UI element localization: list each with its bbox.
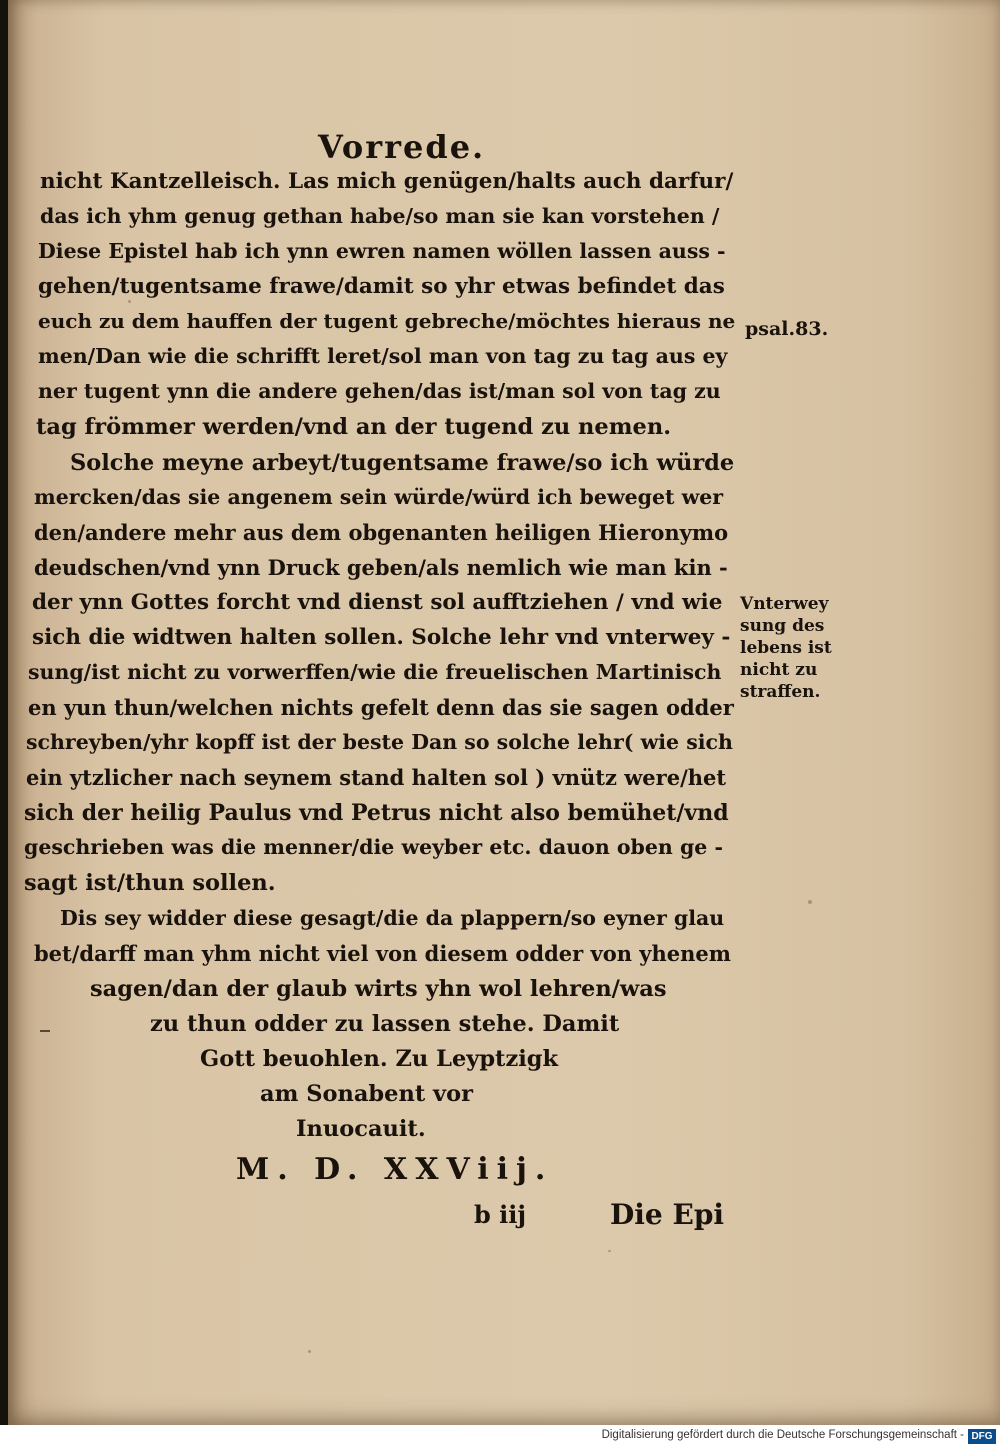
text-line: men/Dan wie die schrifft leret/sol man von tag zu tag aus ey — [38, 344, 728, 368]
text-line: am Sonabent vor — [260, 1081, 473, 1107]
margin-dash — [40, 1030, 50, 1032]
paper-speck — [128, 300, 131, 303]
text-line: sung/ist nicht zu vorwerffen/wie die freuelischen Martinisch — [28, 660, 722, 684]
text-line: Inuocauit. — [296, 1116, 426, 1142]
text-line: Dis sey widder diese gesagt/die da plappern/so eyner glau — [60, 906, 725, 930]
text-line: ner tugent ynn die andere gehen/das ist/man sol von tag zu — [38, 379, 721, 403]
text-line: Solche meyne arbeyt/tugentsame frawe/so ich würde — [70, 450, 735, 476]
text-line: mercken/das sie angenem sein würde/würd ich beweget wer — [34, 485, 724, 509]
text-line: der ynn Gottes forcht vnd dienst sol aufftziehen / vnd wie — [32, 590, 723, 615]
paper-speck — [308, 1350, 311, 1353]
text-line: Diese Epistel hab ich ynn ewren namen wöllen lassen auss - — [38, 239, 726, 263]
text-line: sagen/dan der glaub wirts yhn wol lehren/was — [90, 976, 667, 1002]
margin-note-line: lebens ist — [740, 638, 832, 658]
text-line: das ich yhm genug gethan habe/so man sie kan vorstehen / — [40, 204, 720, 228]
text-line: Gott beuohlen. Zu Leyptzigk — [200, 1046, 559, 1072]
text-line: geschrieben was die menner/die weyber etc. dauon oben ge - — [24, 835, 723, 859]
margin-note-line: Vnterwey — [740, 594, 829, 614]
text-line: en yun thun/welchen nichts gefelt denn das sie sagen odder — [28, 695, 734, 720]
text-line: schreyben/yhr kopff ist der beste Dan so solche lehr( wie sich — [26, 730, 733, 754]
margin-note-psalm: psal.83. — [745, 318, 829, 340]
text-line: ein ytzlicher nach seynem stand halten sol ) vnütz were/het — [26, 765, 727, 790]
text-line: euch zu dem hauffen der tugent gebreche/möchtes hieraus ne — [38, 309, 736, 333]
page-header: Vorrede. — [318, 128, 486, 166]
footer-credit: Digitalisierung gefördert durch die Deutsche Forschungsgemeinschaft - — [601, 1429, 964, 1441]
margin-note-line: nicht zu — [740, 660, 818, 680]
margin-note-line: straffen. — [740, 682, 821, 702]
text-line: deudschen/vnd ynn Druck geben/als nemlich wie man kin - — [34, 555, 728, 580]
text-line: zu thun odder zu lassen stehe. Damit — [150, 1011, 620, 1037]
dfg-logo: DFG — [968, 1429, 996, 1444]
catchword: Die Epi — [610, 1198, 725, 1231]
footer-bar — [0, 1425, 1000, 1449]
date-line: M. D. XXViij. — [236, 1152, 554, 1187]
text-line: sich der heilig Paulus vnd Petrus nicht also bemühet/vnd — [24, 800, 729, 826]
text-line: bet/darff man yhm nicht viel von diesem odder von yhenem — [34, 941, 731, 966]
text-line: nicht Kantzelleisch. Las mich genügen/halts auch darfur/ — [40, 169, 734, 194]
signature-mark: b iij — [474, 1200, 527, 1229]
text-line: tag frömmer werden/vnd an der tugend zu nemen. — [36, 414, 672, 440]
text-line: sich die widtwen halten sollen. Solche lehr vnd vnterwey - — [32, 625, 731, 650]
text-line: den/andere mehr aus dem obgenanten heiligen Hieronymo — [34, 520, 729, 545]
text-line: sagt ist/thun sollen. — [24, 870, 276, 896]
paper-speck — [608, 1250, 611, 1252]
paper-speck — [808, 900, 812, 904]
text-line: gehen/tugentsame frawe/damit so yhr etwas befindet das — [38, 274, 725, 299]
margin-note-line: sung des — [740, 616, 825, 636]
